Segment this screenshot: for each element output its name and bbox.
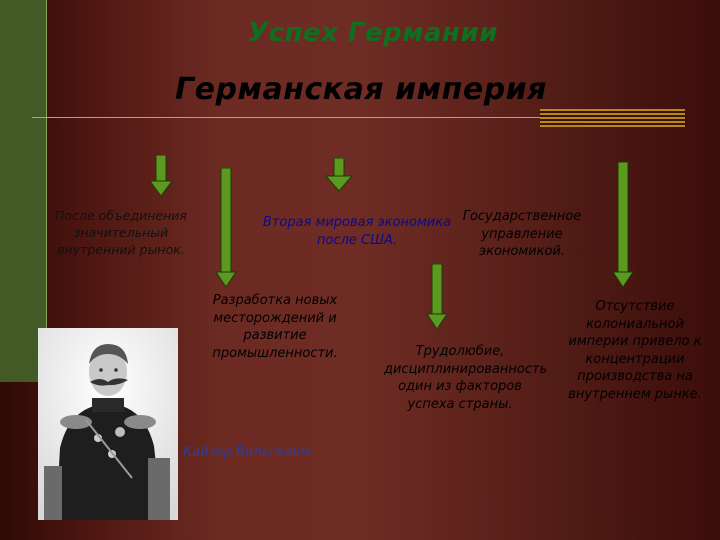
down-arrow-icon (325, 158, 353, 192)
fact-deposits-industry: Разработка новых месторождений и развитие промышленности. (212, 293, 338, 361)
fact-no-colonies: Отсутствие колониальной империи привело к концентрации производства на внутреннем рынке. (568, 299, 702, 402)
left-decor-line (46, 0, 47, 382)
left-decor-band (0, 0, 46, 382)
title-underline (32, 117, 547, 118)
portrait-caption: Кайзер Вильгельм. (183, 445, 315, 460)
kaiser-portrait-photo (38, 328, 178, 520)
slide-subheading: Германская империя (175, 72, 547, 107)
decor-stripes (540, 109, 685, 127)
fact-second-economy: Вторая мировая экономика после США. (262, 215, 452, 248)
down-arrow-icon (426, 264, 448, 330)
fact-hardwork-discipline: Трудолюбие, дисциплинированность один из факторов успеха страны. (384, 344, 548, 412)
down-arrow-icon (149, 155, 173, 197)
slide-heading: Успех Германии (248, 18, 498, 48)
down-arrow-icon (215, 168, 237, 288)
fact-state-management: Государственное управление экономикой. (462, 209, 582, 260)
down-arrow-icon (612, 162, 634, 288)
fact-internal-market: После объединения значительный внутренний рынок. (55, 208, 187, 257)
